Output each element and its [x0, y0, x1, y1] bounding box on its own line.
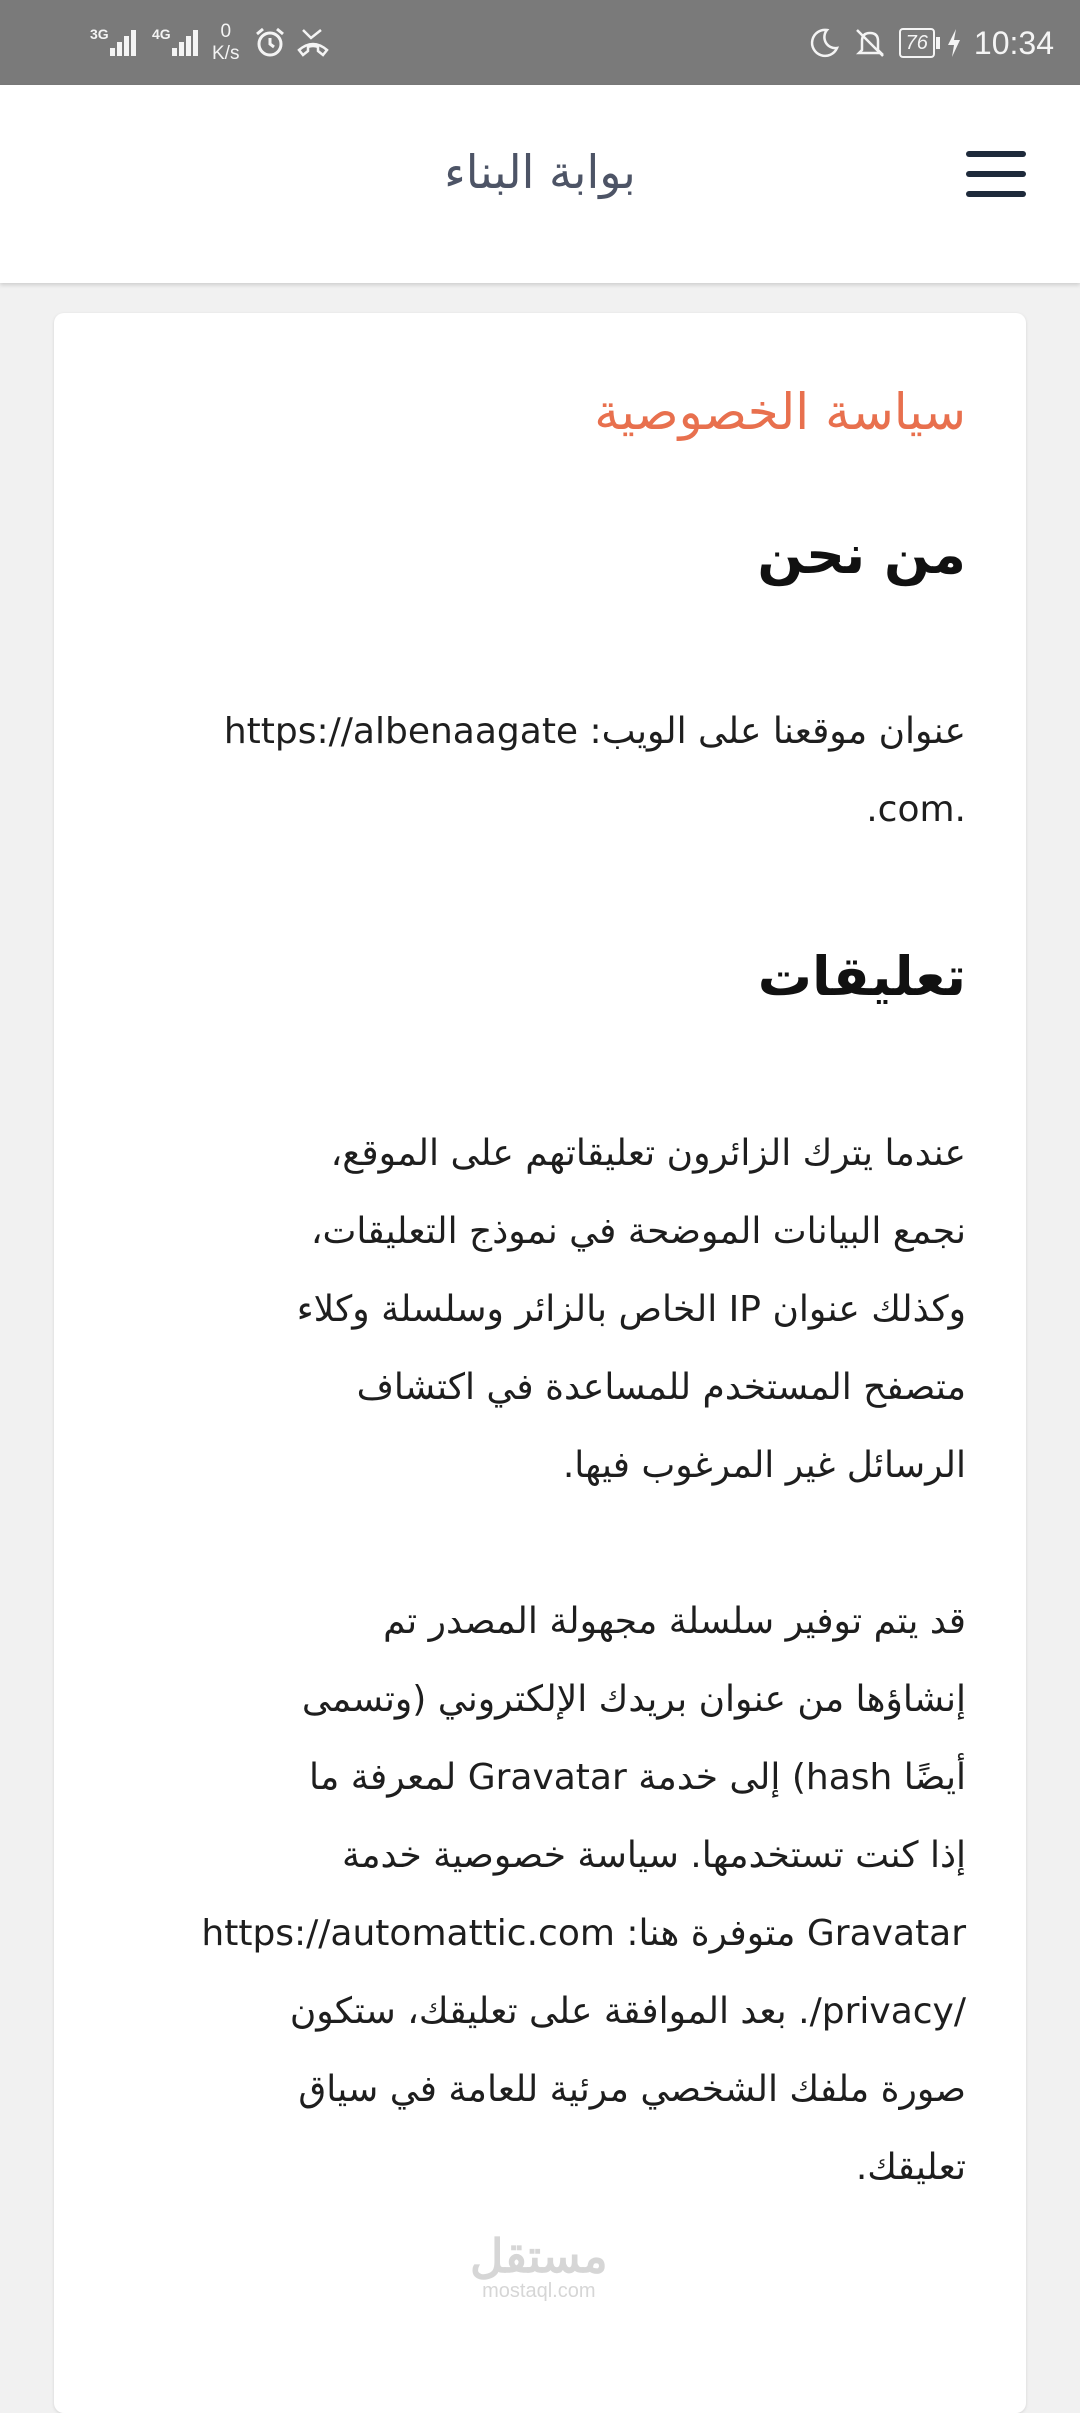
- signal-icon: [90, 26, 136, 56]
- mute-icon: [853, 26, 887, 60]
- text-line: عندما يترك الزائرون تعليقاتهم على الموقع،: [330, 1133, 966, 1174]
- comments-paragraph-2: [118, 1583, 966, 2207]
- text-line: Gravatar متوفرة هنا: https://automattic.com: [201, 1913, 966, 1954]
- battery-icon: [899, 28, 940, 58]
- content-card: [54, 313, 1026, 2413]
- text-line: تعليقك.: [855, 2147, 966, 2188]
- battery-level: 76: [899, 28, 935, 58]
- text-line: .com.: [866, 789, 966, 830]
- signal-icon: [152, 26, 198, 56]
- network-speed: [212, 21, 239, 65]
- watermark-logo: [470, 2232, 608, 2302]
- status-bar: [0, 0, 1080, 85]
- charging-icon: [946, 27, 962, 59]
- text-line: إذا كنت تستخدمها. سياسة خصوصية خدمة: [341, 1835, 966, 1876]
- section-heading-comments: تعليقات: [757, 945, 966, 1008]
- comments-paragraph-1: [118, 1115, 966, 1505]
- section-heading-about: من نحن: [757, 523, 966, 586]
- status-right-group: [807, 18, 1054, 68]
- text-line: نجمع البيانات الموضحة في نموذج التعليقات،: [310, 1211, 966, 1252]
- text-line: إنشاؤها من عنوان بريدك الإلكتروني (وتسمى: [301, 1679, 966, 1720]
- alarm-icon: [253, 26, 287, 60]
- site-header: [0, 85, 1080, 283]
- moon-icon: [807, 26, 841, 60]
- section-about-text: [118, 693, 966, 849]
- clock: 10:34: [973, 24, 1054, 61]
- watermark-arabic: مستقل: [470, 2230, 608, 2282]
- text-line: صورة ملفك الشخصي مرئية للعامة في سياق: [298, 2069, 966, 2110]
- text-line: أيضًا hash) إلى خدمة Gravatar لمعرفة ما: [309, 1757, 966, 1798]
- hamburger-menu-icon[interactable]: [966, 151, 1026, 197]
- text-line: /privacy/. بعد الموافقة على تعليقك، ستكون: [289, 1991, 966, 2032]
- speed-value: 0: [220, 21, 232, 42]
- speed-unit: K/s: [212, 43, 240, 64]
- watermark-latin: mostaql.com: [482, 2280, 596, 2302]
- page-title: سياسة الخصوصية: [594, 383, 966, 441]
- text-line: وكذلك عنوان IP الخاص بالزائر وسلسلة وكلاء: [296, 1289, 966, 1330]
- signal1-label: 3G: [90, 26, 109, 42]
- status-left-group: [92, 18, 331, 68]
- signal2-label: 4G: [152, 26, 171, 42]
- text-line: الرسائل غير المرغوب فيها.: [562, 1445, 966, 1486]
- text-line: قد يتم توفير سلسلة مجهولة المصدر تم: [383, 1601, 966, 1642]
- site-title[interactable]: بوابة البناء: [444, 145, 636, 199]
- missed-call-icon: [295, 26, 331, 60]
- text-line: عنوان موقعنا على الويب: https://albenaagate: [223, 711, 966, 752]
- text-line: متصفح المستخدم للمساعدة في اكتشاف: [356, 1367, 966, 1408]
